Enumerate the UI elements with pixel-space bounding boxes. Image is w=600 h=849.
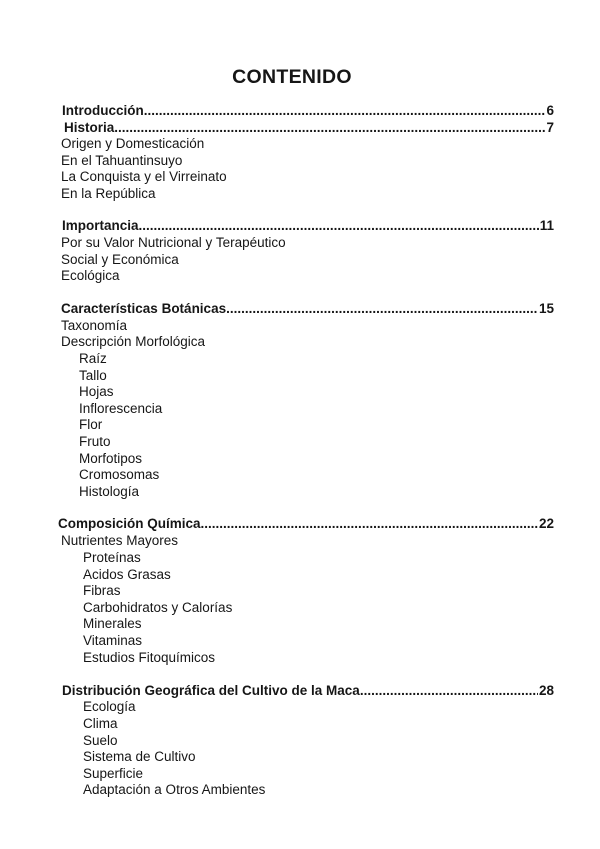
toc-subitem: Fibras xyxy=(83,583,121,598)
toc-item: Por su Valor Nutricional y Terapéutico xyxy=(61,235,286,250)
toc-page-number: 6 xyxy=(546,103,554,118)
toc-subitem: Acidos Grasas xyxy=(83,567,171,582)
toc-item: Nutrientes Mayores xyxy=(61,533,179,548)
toc-subitem: Sistema de Cultivo xyxy=(83,749,196,764)
toc-subitem: Fruto xyxy=(79,434,111,449)
toc-subitem: Suelo xyxy=(83,733,118,748)
toc-page-number: 22 xyxy=(538,516,554,531)
page-title: CONTENIDO xyxy=(232,66,352,88)
toc-heading-label: Características Botánicas xyxy=(61,301,227,316)
toc-heading-label: Composición Química xyxy=(58,516,201,531)
toc-subitem: Carbohidratos y Calorías xyxy=(83,600,233,615)
toc-page-number: 15 xyxy=(538,301,554,316)
toc-heading-composicion-quimica xyxy=(58,515,554,532)
toc-subitem: Vitaminas xyxy=(83,633,143,648)
toc-heading-importancia xyxy=(62,217,554,234)
toc-subitem: Minerales xyxy=(83,616,142,631)
toc-leader-dots xyxy=(226,300,538,317)
toc-subitem: Histología xyxy=(79,484,140,499)
toc-subitem: Superficie xyxy=(83,766,144,781)
toc-leader-dots xyxy=(114,119,545,136)
toc-subitem: Proteínas xyxy=(83,550,141,565)
toc-heading-label: Importancia xyxy=(62,218,139,233)
toc-item: Social y Económica xyxy=(61,252,179,267)
toc-page-number: 28 xyxy=(538,683,554,698)
toc-subitem: Inflorescencia xyxy=(79,401,163,416)
toc-subitem: Adaptación a Otros Ambientes xyxy=(83,782,266,797)
toc-page-number: 11 xyxy=(539,218,554,233)
toc-subitem: Morfotipos xyxy=(79,451,143,466)
toc-leader-dots xyxy=(360,682,538,699)
toc-heading-distribucion-geografica xyxy=(62,682,554,699)
toc-leader-dots xyxy=(139,217,539,234)
toc-leader-dots xyxy=(144,102,546,119)
toc-item: La Conquista y el Virreinato xyxy=(61,169,227,184)
toc-heading-historia xyxy=(64,119,554,136)
toc-heading-introduccion xyxy=(62,102,554,119)
toc-heading-label: Distribución Geográfica del Cultivo de la Maca xyxy=(62,683,360,698)
toc-subitem: Raíz xyxy=(79,351,107,366)
toc-heading-label: Historia xyxy=(64,120,115,135)
toc-item: En la República xyxy=(61,186,156,201)
toc-item: En el Tahuantinsuyo xyxy=(61,153,183,168)
toc-subitem: Hojas xyxy=(79,384,114,399)
toc-subitem: Flor xyxy=(79,417,103,432)
toc-heading-caracteristicas-botanicas xyxy=(61,300,554,317)
toc-subitem: Clima xyxy=(83,716,118,731)
toc-subitem: Ecología xyxy=(83,699,136,714)
toc-subitem: Tallo xyxy=(79,368,107,383)
toc-leader-dots xyxy=(201,515,538,532)
toc-item: Taxonomía xyxy=(61,318,128,333)
toc-page-number: 7 xyxy=(546,120,554,135)
toc-heading-label: Introducción xyxy=(62,103,144,118)
toc-item: Ecológica xyxy=(61,268,120,283)
toc-item: Origen y Domesticación xyxy=(61,136,205,151)
toc-subitem: Cromosomas xyxy=(79,467,160,482)
toc-item: Descripción Morfológica xyxy=(61,334,206,349)
toc-subitem: Estudios Fitoquímicos xyxy=(83,650,216,665)
